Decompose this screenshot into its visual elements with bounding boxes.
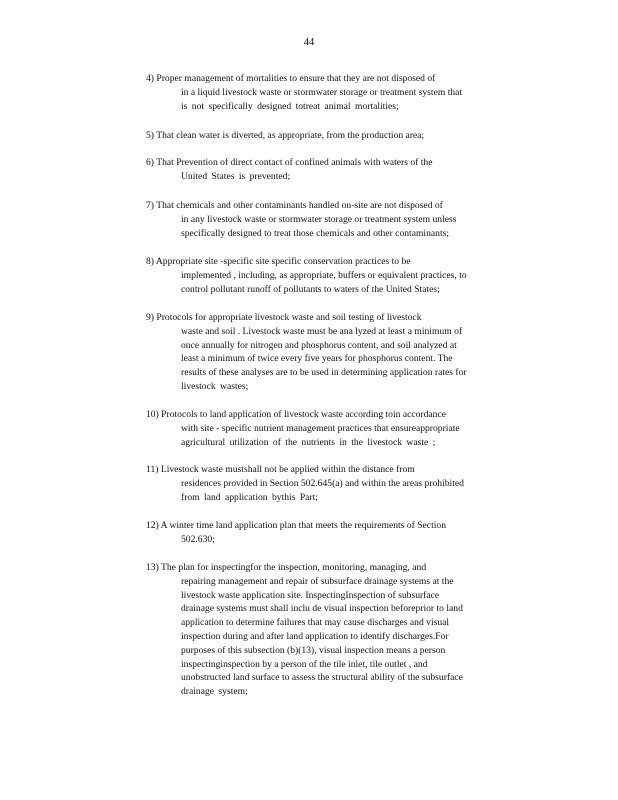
text-line: 5) That clean water is diverted, as appropriate, from the production area; — [146, 130, 425, 141]
text-line: purposes of this subsection (b)(13), visual inspection means a person — [181, 644, 446, 656]
text-line: inspectinginspection by a person of the tile inlet, tile outlet , and — [181, 658, 428, 670]
text-line: unobstructed land surface to assess the structural ability of the subsurface — [181, 672, 463, 684]
text-line: 11) Livestock waste mustshall not be applied within the distance from — [146, 464, 415, 475]
text-line: 6) That Prevention of direct contact of confined animals with waters of the — [146, 157, 433, 168]
text-line: drainage system; — [181, 686, 248, 698]
text-line: 7) That chemicals and other contaminants handled on-site are not disposed of — [146, 200, 443, 211]
list-item-4 — [146, 72, 536, 113]
list-item-11 — [146, 463, 536, 504]
list-item-12 — [146, 519, 536, 547]
list-item-6 — [146, 156, 536, 184]
text-line: specifically designed to treat those chemicals and other contaminants; — [181, 227, 450, 239]
text-line: 502.630; — [181, 533, 215, 545]
text-line: results of these analyses are to be used in determining application rates for — [181, 367, 467, 379]
list-item-7 — [146, 199, 536, 240]
list-item-5 — [146, 129, 536, 143]
text-line: 13) The plan for inspectingfor the inspection, monitoring, managing, and — [146, 562, 427, 573]
text-line: application to determine failures that may cause discharges and visual — [181, 617, 450, 629]
text-line: implemented , including, as appropriate, buffers or equivalent practices, to — [181, 269, 467, 281]
text-line: control pollutant runoff of pollutants to waters of the United States; — [181, 283, 440, 295]
text-line: 10) Protocols to land application of livestock waste according toin accordance — [146, 409, 446, 420]
list-item-10 — [146, 408, 536, 449]
text-line: in any livestock waste or stormwater storage or treatment system unless — [181, 213, 457, 225]
text-line: least a minimum of twice every five years for phosphorus content. The — [181, 353, 453, 365]
list-item-13 — [146, 561, 536, 699]
text-line: waste and soil . Livestock waste must be ana lyzed at least a minimum of — [181, 325, 463, 337]
text-line: from land application bythis Part; — [181, 491, 318, 503]
page-number: 44 — [303, 37, 315, 48]
text-line: 9) Protocols for appropriate livestock waste and soil testing of livestock — [146, 312, 422, 323]
text-line: agricultural utilization of the nutrients in the livestock waste ; — [181, 436, 436, 448]
text-line: inspection during and after land application to identify discharges.For — [181, 630, 449, 642]
text-line: is not specifically designed totreat animal mortalities; — [181, 100, 399, 112]
text-line: repairing management and repair of subsurface drainage systems at the — [181, 575, 454, 587]
text-line: in a liquid livestock waste or stormwater storage or treatment system that — [181, 86, 463, 98]
list-item-8 — [146, 255, 536, 296]
text-line: residences provided in Section 502.645(a) and within the areas prohibited — [181, 477, 464, 489]
text-line: 4) Proper management of mortalities to ensure that they are not disposed of — [146, 73, 436, 84]
text-line: once annually for nitrogen and phosphorus content, and soil analyzed at — [181, 339, 457, 351]
text-line: drainage systems must shall inclu de visual inspection beforeprior to land — [181, 603, 463, 615]
text-line: livestock wastes; — [181, 380, 249, 392]
text-line: livestock waste application site. InspectingInspection of subsurface — [181, 589, 440, 601]
list-item-9 — [146, 311, 536, 394]
text-line: 8) Appropriate site -specific site specific conservation practices to be — [146, 256, 411, 267]
text-line: United States is prevented; — [181, 170, 291, 182]
text-line: 12) A winter time land application plan that meets the requirements of Section — [146, 520, 446, 531]
text-line: with site - specific nutrient management practices that ensureappropriate — [181, 422, 460, 434]
